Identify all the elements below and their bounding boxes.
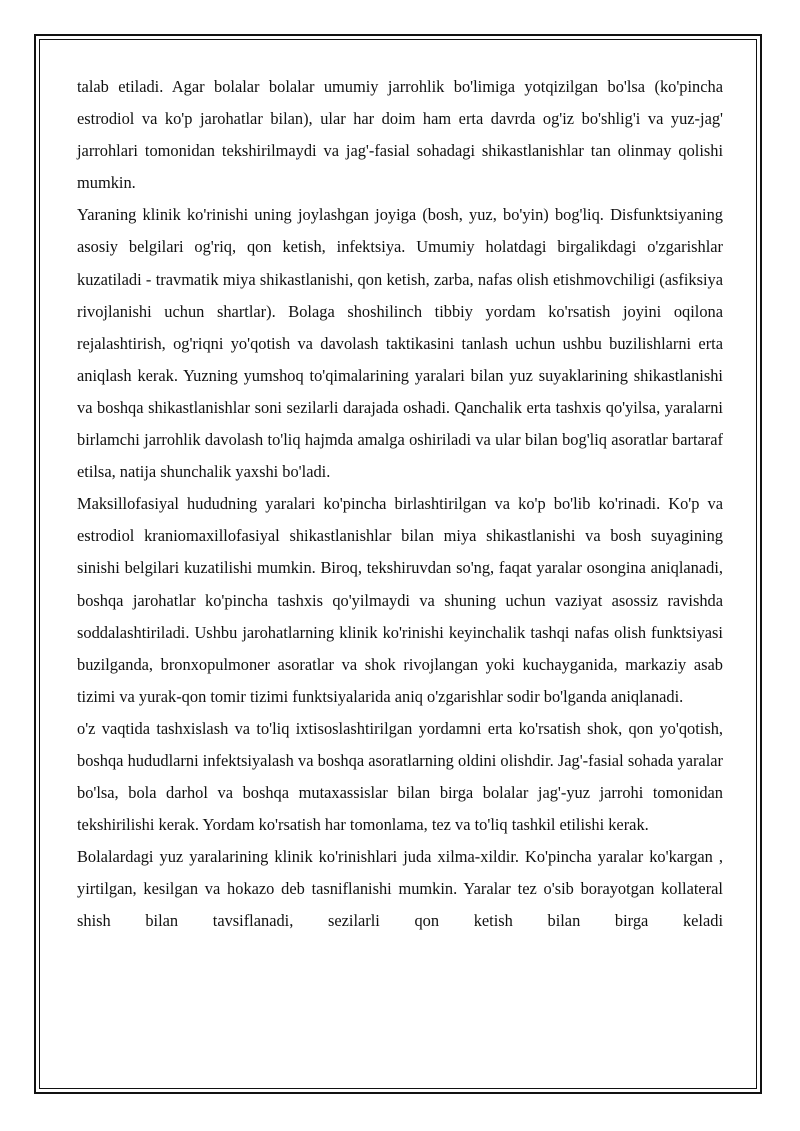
paragraph-2: Yaraning klinik ko'rinishi uning joylashgan joyiga (bosh, yuz, bo'yin) bog'liq. Disfunktsiyaning asosiy belgilari og'riq, qon ketish, infektsiya. Umumiy holatdagi birgalikdagi o'zgarishlar kuzatiladi - travmatik miya shikastlanishi, qon ketish, zarba, nafas olish etishmovchiligi (asfiksiya rivojlanishi uchun shartlar). Bolaga shoshilinch tibbiy yordam ko'rsatish joyini oqilona rejalashtirish, og'riqni yo'qotish va davolash taktikasini tanlash uchun ushbu buzilishlarni erta aniqlash kerak. Yuzning yumshoq to'qimalarining yaralari bilan yuz suyaklarining shikastlanishi va boshqa shikastlanishlar soni sezilarli darajada oshadi. Qanchalik erta tashxis qo'yilsa, yaralarni birlamchi jarrohlik davolash to'liq hajmda amalga oshiriladi va ular bilan bog'liq asoratlar bartaraf etilsa, natija shunchalik yaxshi bo'ladi.	[77, 205, 723, 482]
paragraph-4: o'z vaqtida tashxislash va to'liq ixtisoslashtirilgan yordamni erta ko'rsatish shok, qon yo'qotish, boshqa hududlarni infektsiyalash va boshqa asoratlarning oldini olishdir. Jag'-fasial sohada yaralar bo'lsa, bola darhol va boshqa mutaxassislar bilan birga bolalar jag'-yuz jarrohi tomonidan tekshirilishi kerak. Yordam ko'rsatish har tomonlama, tez va to'liq tashkil etilishi kerak.	[77, 718, 723, 835]
paragraph-5: Bolalardagi yuz yaralarining klinik ko'rinishlari juda xilma-xildir. Ko'pincha yaralar ko'kargan , yirtilgan, kesilgan va hokazo deb tasniflanishi mumkin. Yaralar tez o'sib borayotgan kollateral shish bilan tavsiflanadi, sezilarli qon ketish bilan birga keladi	[77, 847, 723, 931]
paragraph-3: Maksillofasiyal hududning yaralari ko'pincha birlashtirilgan va ko'p bo'lib ko'rinadi. Ko'p va estrodiol kraniomaxillofasiyal shikastlanishlar bilan miya shikastlanishi va bosh suyagining sinishi belgilari kuzatilishi mumkin. Biroq, tekshiruvdan so'ng, faqat yaralar osongina aniqlanadi, boshqa jarohatlar ko'pincha tashxis qo'yilmaydi va shuning uchun vaziyat asossiz ravishda soddalashtiriladi. Ushbu jarohatlarning klinik ko'rinishi keyinchalik tashqi nafas olish funktsiyasi buzilganda, bronxopulmoner asoratlar va shok rivojlangan yoki kuchayganida, markaziy asab tizimi va yurak-qon tomir tizimi funktsiyalarida aniq o'zgarishlar sodir bo'lganda aniqlanadi.	[77, 494, 723, 706]
paragraph-1: talab etiladi. Agar bolalar bolalar umumiy jarrohlik bo'limiga yotqizilgan bo'lsa (ko'pincha estrodiol va ko'p jarohatlar bilan), ular har doim ham erta davrda og'iz bo'shlig'i va yuz-jag' jarrohlari tomonidan tekshirilmaydi va jag'-fasial sohadagi shikastlanishlar tan olinmay qolishi mumkin.	[77, 77, 723, 193]
document-body	[77, 71, 723, 938]
